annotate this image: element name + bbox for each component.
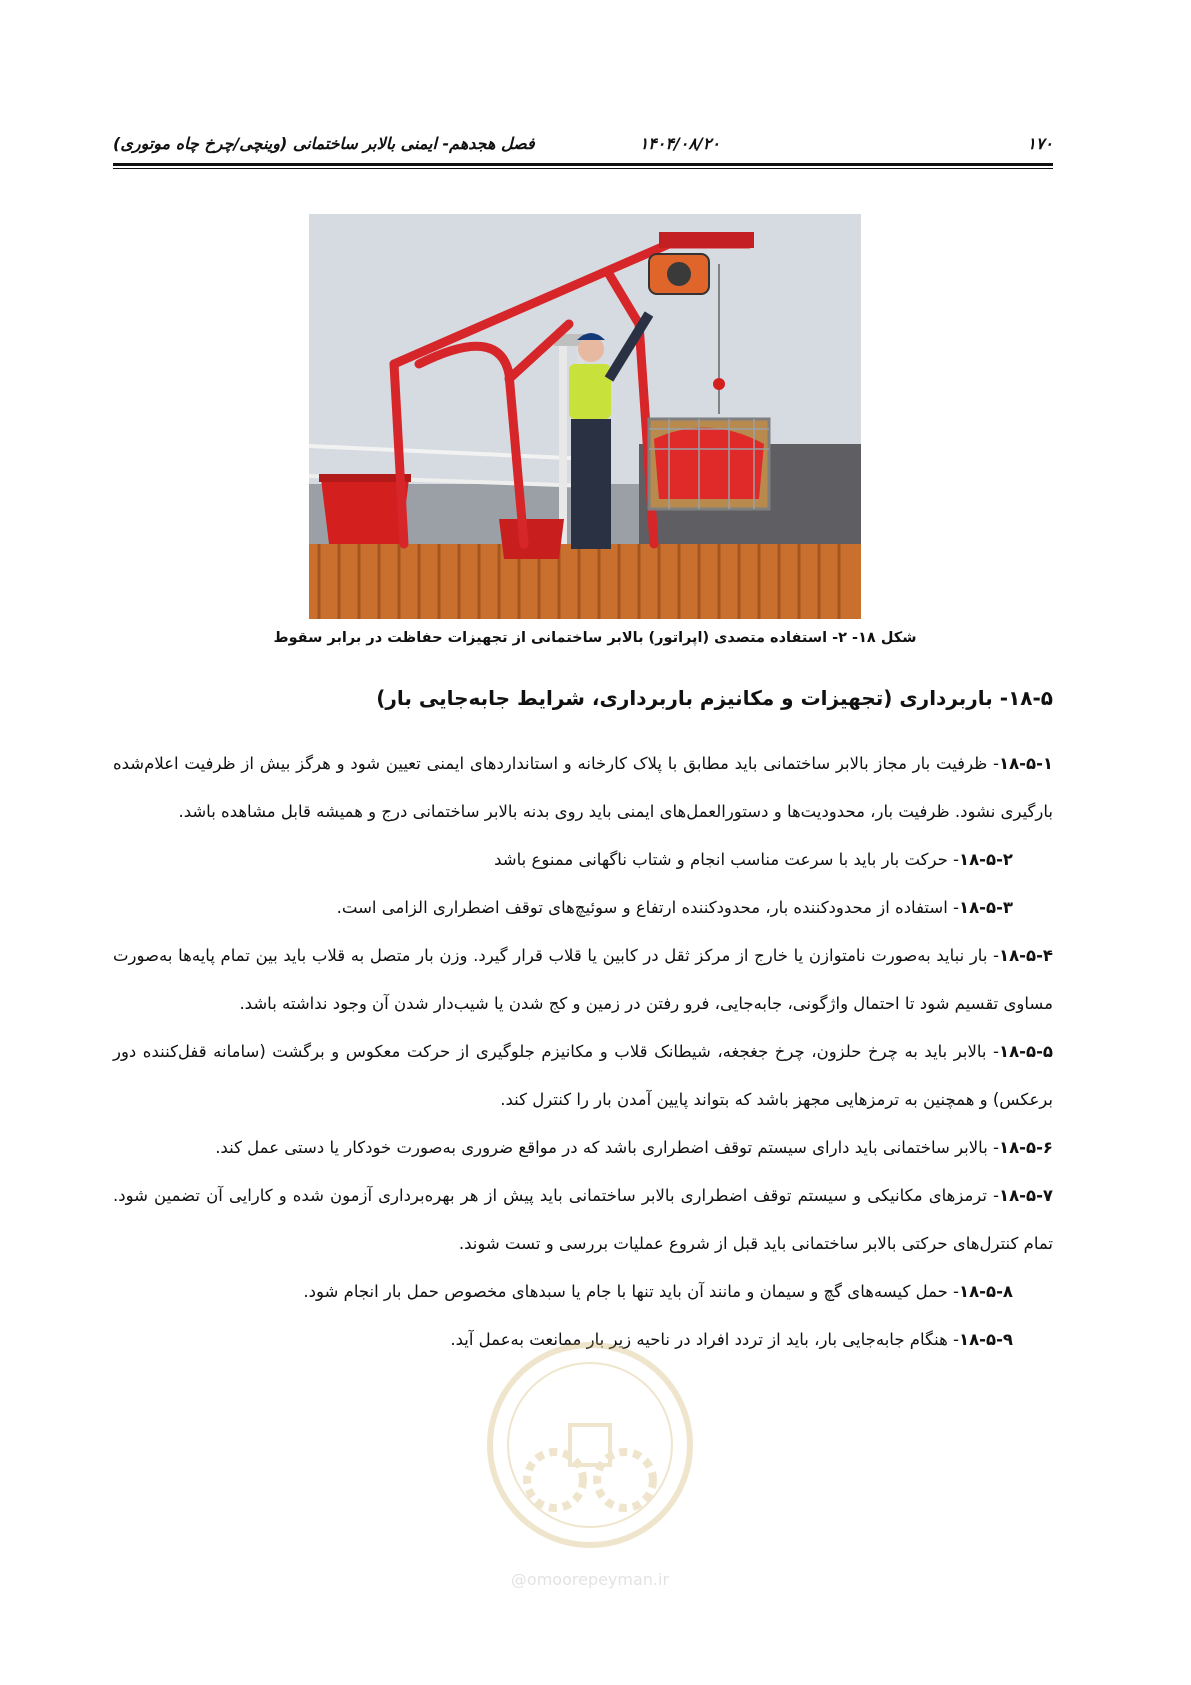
- item-text: - ترمزهای مکانیکی و سیستم توقف اضطراری بالابر ساختمانی باید پیش از هر بهره‌برداری آزمون شده و کارایی آن تضمین شود. تمام کنترل‌های حرکتی بالابر ساختمانی باید قبل از شروع عملیات بررسی و تست شوند.: [113, 1186, 1053, 1253]
- item-number: ۱۸-۵-۵: [999, 1042, 1053, 1061]
- header-date: ۱۴۰۴/۰۸/۲۰: [639, 134, 720, 153]
- item-number: ۱۸-۵-۱: [999, 754, 1053, 773]
- section-body: [113, 740, 1053, 1364]
- figure-photo: [309, 214, 861, 619]
- page-number: ۱۷۰: [1027, 134, 1053, 153]
- chapter-title: فصل هجدهم- ایمنی بالابر ساختمانی (وینچی/چرخ چاه موتوری): [113, 134, 535, 153]
- figure-caption: شکل ۱۸- ۲- استفاده متصدی (اپراتور) بالابر ساختمانی از تجهیزات حفاظت در برابر سقوط: [273, 630, 917, 646]
- item-4: [113, 932, 1053, 1028]
- item-text: - بالابر باید به چرخ حلزون، چرخ جغجغه، شیطانک قلاب و مکانیزم جلوگیری از حرکت معکوس و برگشت (سامانه قفل‌کننده دور برعکس) و همچنین به ترمزهایی مجهز باشد که بتواند پایین آمدن بار را کنترل کند.: [113, 1042, 1053, 1109]
- section-heading: ۱۸-۵- باربرداری (تجهیزات و مکانیزم باربرداری، شرایط جابه‌جایی بار): [376, 686, 1053, 710]
- item-text: - بالابر ساختمانی باید دارای سیستم توقف اضطراری باشد که در مواقع ضروری به‌صورت خودکار یا دستی عمل کند.: [215, 1138, 1000, 1157]
- item-1: [113, 740, 1053, 836]
- item-number: ۱۸-۵-۷: [999, 1186, 1053, 1205]
- item-text: - استفاده از محدودکننده بار، محدودکننده ارتفاع و سوئیچ‌های توقف اضطراری الزامی است.: [336, 898, 960, 917]
- item-number: ۱۸-۵-۲: [959, 850, 1013, 869]
- item-text: - بار نباید به‌صورت نامتوازن یا خارج از مرکز ثقل در کابین یا قلاب قرار گیرد. وزن بار متصل به قلاب باید بین تمام پایه‌ها به‌صورت مساوی تقسیم شود تا احتمال واژگونی، جابه‌جایی، فرو رفتن در زمین و کج شدن یا شیب‌دار شدن آن وجود نداشته باشد.: [113, 946, 1053, 1013]
- item-6: [113, 1124, 1053, 1172]
- watermark-url: @omoorepeyman.ir: [510, 1570, 670, 1589]
- item-number: ۱۸-۵-۹: [959, 1330, 1013, 1349]
- item-number: ۱۸-۵-۸: [959, 1282, 1013, 1301]
- item-number: ۱۸-۵-۶: [999, 1138, 1053, 1157]
- page-header: [113, 132, 1053, 164]
- watermark-logo: [470, 1330, 710, 1590]
- header-rule-thin: [113, 168, 1053, 169]
- item-2: [113, 836, 1053, 884]
- item-8: [113, 1268, 1053, 1316]
- item-5: [113, 1028, 1053, 1124]
- item-3: [113, 884, 1053, 932]
- item-text: - ظرفیت بار مجاز بالابر ساختمانی باید مطابق با پلاک کارخانه و استانداردهای ایمنی تعیین شود و هرگز بیش از ظرفیت اعلام‌شده بارگیری نشود. ظرفیت بار، محدودیت‌ها و دستورالعمل‌های ایمنی باید روی بدنه بالابر ساختمانی درج و همیشه قابل مشاهده باشد.: [113, 754, 1053, 821]
- item-text: - حمل کیسه‌های گچ و سیمان و مانند آن باید تنها با جام یا سبدهای مخصوص حمل بار انجام شود.: [303, 1282, 960, 1301]
- item-text: - هنگام جابه‌جایی بار، باید از تردد افراد در ناحیه زیر بار ممانعت به‌عمل آید.: [450, 1330, 960, 1349]
- item-7: [113, 1172, 1053, 1268]
- header-rule-thick: [113, 163, 1053, 166]
- item-number: ۱۸-۵-۳: [959, 898, 1013, 917]
- item-number: ۱۸-۵-۴: [999, 946, 1053, 965]
- item-text: - حرکت بار باید با سرعت مناسب انجام و شتاب ناگهانی ممنوع باشد: [494, 850, 960, 869]
